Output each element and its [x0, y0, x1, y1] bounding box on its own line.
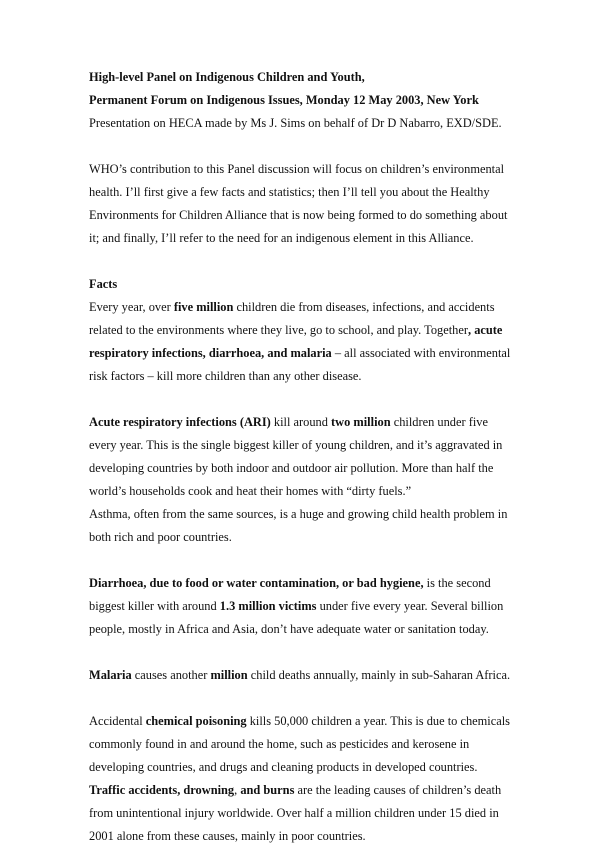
text-line: it; and finally, I’ll refer to the need for an indigenous element in this Alliance. — [89, 231, 474, 245]
text-line: WHO’s contribution to this Panel discussion will focus on children’s environmental — [89, 162, 505, 176]
text-line: Malaria causes another million child deaths annually, mainly in sub-Saharan Africa. — [89, 668, 511, 682]
header-line-2: Permanent Forum on Indigenous Issues, Monday 12 May 2003, New York — [89, 93, 479, 107]
text-line: Diarrhoea, due to food or water contamination, or bad hygiene, is the second — [89, 576, 491, 590]
text-line: commonly found in and around the home, such as pesticides and kerosene in — [89, 737, 470, 751]
section-heading-facts: Facts — [89, 277, 118, 291]
text-line: every year. This is the single biggest killer of young children, and it’s aggravated in — [89, 438, 503, 452]
header-line-1: High-level Panel on Indigenous Children and Youth, — [89, 70, 365, 84]
text-line: respiratory infections, diarrhoea, and malaria – all associated with environmental — [89, 346, 511, 360]
header-line-3: Presentation on HECA made by Ms J. Sims on behalf of Dr D Nabarro, EXD/SDE. — [89, 116, 502, 130]
document-body — [89, 66, 529, 848]
text-line: biggest killer with around 1.3 million victims under five every year. Several billion — [89, 599, 504, 613]
text-line: 2001 alone from these causes, mainly in poor countries. — [89, 829, 366, 843]
ari-paragraph — [89, 411, 529, 549]
text-line: Acute respiratory infections (ARI) kill around two million children under five — [89, 415, 488, 429]
chemical-paragraph — [89, 710, 529, 848]
text-line: risk factors – kill more children than any other disease. — [89, 369, 362, 383]
text-line: from unintentional injury worldwide. Over half a million children under 15 died in — [89, 806, 499, 820]
diarrhoea-paragraph — [89, 572, 529, 641]
text-line: health. I’ll first give a few facts and statistics; then I’ll tell you about the Healthy — [89, 185, 490, 199]
text-line: related to the environments where they live, go to school, and play. Together, acute — [89, 323, 503, 337]
facts-paragraph — [89, 296, 529, 388]
text-line: both rich and poor countries. — [89, 530, 232, 544]
text-line: Accidental chemical poisoning kills 50,000 children a year. This is due to chemicals — [89, 714, 510, 728]
text-line: developing countries by both indoor and outdoor air pollution. More than half the — [89, 461, 494, 475]
text-line: Asthma, often from the same sources, is a huge and growing child health problem in — [89, 507, 508, 521]
text-line: Traffic accidents, drowning, and burns are the leading causes of children’s death — [89, 783, 502, 797]
text-line: Environments for Children Alliance that is now being formed to do something about — [89, 208, 508, 222]
text-line: Every year, over five million children die from diseases, infections, and accidents — [89, 300, 495, 314]
intro-paragraph — [89, 158, 529, 250]
text-line: world’s households cook and heat their homes with “dirty fuels.” — [89, 484, 412, 498]
text-line: people, mostly in Africa and Asia, don’t have adequate water or sanitation today. — [89, 622, 489, 636]
malaria-paragraph — [89, 664, 529, 687]
text-line: developing countries, and drugs and cleaning products in developed countries. — [89, 760, 478, 774]
